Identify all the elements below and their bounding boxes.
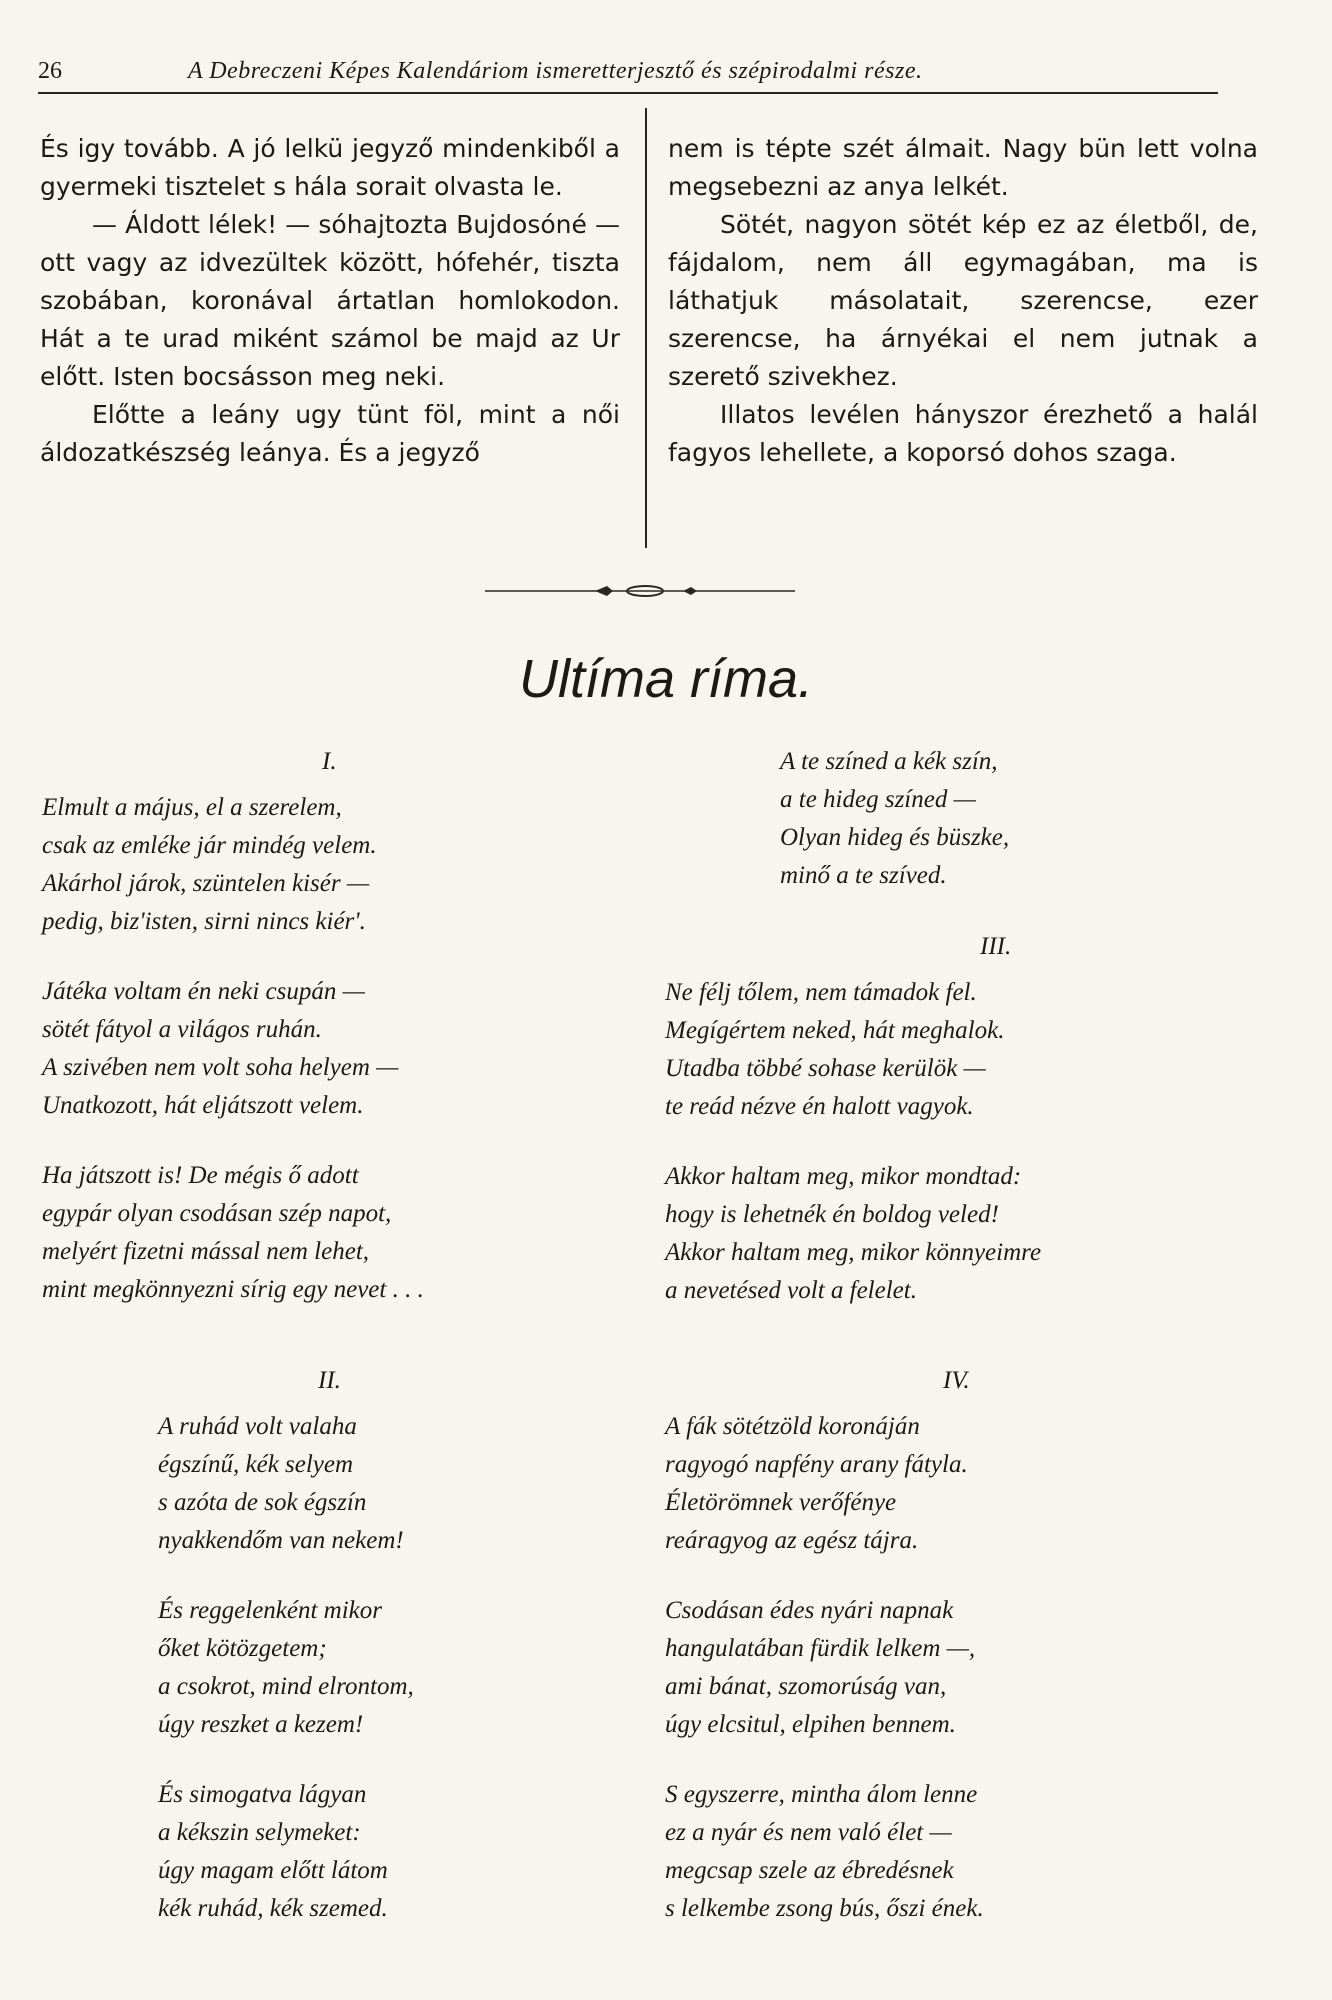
verse-line: Ha játszott is! De mégis ő adott bbox=[42, 1162, 359, 1189]
verse-line: őket kötözgetem; bbox=[158, 1635, 327, 1662]
verse-line: te reád nézve én halott vagyok. bbox=[665, 1093, 974, 1120]
verse-line: a csokrot, mind elrontom, bbox=[158, 1673, 414, 1700]
verse-line: ami bánat, szomorúság van, bbox=[665, 1673, 947, 1700]
paragraph: Illatos levélen hányszor érezhető a halál fagyos lehellete, a koporsó dohos szaga. bbox=[668, 400, 1258, 467]
stanza bbox=[665, 1776, 1225, 1928]
verse-line: Játéka voltam én neki csupán — bbox=[42, 978, 365, 1005]
verse-line: Akkor haltam meg, mikor mondtad: bbox=[665, 1163, 1022, 1190]
section-numeral: IV. bbox=[943, 1367, 970, 1394]
ornament-divider bbox=[485, 585, 795, 597]
stanza bbox=[158, 1408, 618, 1560]
stanza bbox=[42, 973, 602, 1125]
verse-line: A fák sötétzöld koronáján bbox=[665, 1413, 920, 1440]
paragraph: És igy tovább. A jó lelkü jegyző mindenkiből a gyermeki tisztelet s hála sorait olvasta le. bbox=[40, 134, 620, 201]
verse-line: A ruhád volt valaha bbox=[158, 1413, 357, 1440]
running-head: A Debreczeni Képes Kalendáriom ismeretterjesztő és szépirodalmi része. bbox=[188, 58, 923, 84]
stanza bbox=[665, 1158, 1185, 1310]
verse-line: a nevetésed volt a felelet. bbox=[665, 1277, 917, 1304]
verse-line: Megígértem neked, hát meghalok. bbox=[665, 1017, 1005, 1044]
poem-title: Ultíma ríma. bbox=[518, 649, 814, 709]
verse-line: úgy magam előtt látom bbox=[158, 1857, 388, 1884]
verse-line: Akkor haltam meg, mikor könnyeimre bbox=[665, 1239, 1042, 1266]
verse-line: Akárhol járok, szüntelen kisér — bbox=[42, 870, 370, 897]
verse-line: Csodásan édes nyári napnak bbox=[665, 1597, 954, 1624]
verse-line: minő a te szíved. bbox=[780, 862, 947, 889]
verse-line: És simogatva lágyan bbox=[158, 1781, 367, 1808]
stanza bbox=[665, 1592, 1225, 1744]
verse-line: csak az emléke jár mindég velem. bbox=[42, 832, 377, 859]
paragraph: — Áldott lélek! — sóhajtozta Bujdosóné — ott vagy az idvezültek között, hófehér, tiszta szobában, koronával ártatlan homlokodon. Hát a te urad miként számol be majd az Ur előtt. Isten bocsásson meg neki. bbox=[40, 210, 620, 391]
stanza bbox=[665, 1408, 1225, 1560]
verse-line: sötét fátyol a világos ruhán. bbox=[42, 1016, 322, 1043]
prose-column-right bbox=[668, 130, 1258, 472]
poem-part-iii bbox=[665, 928, 1185, 1342]
verse-line: Utadba többé sohase kerülök — bbox=[665, 1055, 986, 1082]
verse-line: reáragyog az egész tájra. bbox=[665, 1527, 919, 1554]
verse-line: S egyszerre, mintha álom lenne bbox=[665, 1781, 978, 1808]
verse-line: ragyogó napfény arany fátyla. bbox=[665, 1451, 968, 1478]
verse-line: Olyan hideg és büszke, bbox=[780, 824, 1010, 851]
verse-line: ez a nyár és nem való élet — bbox=[665, 1819, 952, 1846]
verse-line: megcsap szele az ébredésnek bbox=[665, 1857, 954, 1884]
verse-line: egypár olyan csodásan szép napot, bbox=[42, 1200, 392, 1227]
poem-part-i bbox=[42, 743, 602, 1341]
verse-line: Unatkozott, hát eljátszott velem. bbox=[42, 1092, 364, 1119]
verse-line: nyakkendőm van nekem! bbox=[158, 1527, 404, 1554]
section-numeral: II. bbox=[318, 1367, 341, 1394]
verse-line: melyért fizetni mással nem lehet, bbox=[42, 1238, 370, 1265]
stanza bbox=[158, 1592, 618, 1744]
verse-line: hangulatában fürdik lelkem —, bbox=[665, 1635, 976, 1662]
verse-line: A te színed a kék szín, bbox=[780, 748, 998, 775]
stanza bbox=[158, 1776, 618, 1928]
verse-line: kék ruhád, kék szemed. bbox=[158, 1895, 388, 1922]
verse-line: Életörömnek verőfénye bbox=[665, 1489, 897, 1516]
verse-line: a te hideg színed — bbox=[780, 786, 976, 813]
paragraph: Előtte a leány ugy tünt föl, mint a női áldozatkészség leánya. És a jegyző bbox=[40, 400, 620, 467]
verse-line: hogy is lehetnék én boldog veled! bbox=[665, 1201, 999, 1228]
section-numeral: III. bbox=[980, 933, 1012, 960]
verse-line: s azóta de sok égszín bbox=[158, 1489, 367, 1516]
stanza bbox=[780, 743, 1220, 895]
paragraph: nem is tépte szét álmait. Nagy bün lett volna megsebezni az anya lelkét. bbox=[668, 134, 1258, 201]
verse-line: égszínű, kék selyem bbox=[158, 1451, 354, 1478]
page-number: 26 bbox=[38, 58, 62, 84]
verse-line: És reggelenként mikor bbox=[158, 1597, 382, 1624]
verse-line: mint megkönnyezni sírig egy nevet . . . bbox=[42, 1276, 424, 1303]
verse-line: a kékszin selymeket: bbox=[158, 1819, 361, 1846]
page-header bbox=[38, 58, 1218, 94]
stanza bbox=[665, 974, 1185, 1126]
verse-line: s lelkembe zsong bús, őszi ének. bbox=[665, 1895, 984, 1922]
column-divider bbox=[645, 108, 647, 548]
verse-line: Ne félj tőlem, nem támadok fel. bbox=[665, 979, 977, 1006]
verse-line: úgy reszket a kezem! bbox=[158, 1711, 364, 1738]
verse-line: úgy elcsitul, elpihen bennem. bbox=[665, 1711, 956, 1738]
poem-part-ii-end bbox=[780, 743, 1220, 927]
verse-line: A szivében nem volt soha helyem — bbox=[42, 1054, 399, 1081]
poem-part-iv bbox=[665, 1362, 1225, 1960]
paragraph: Sötét, nagyon sötét kép ez az életből, de, fájdalom, nem áll egymagában, ma is láthatjuk másolatait, szerencse, ezer szerencse, ha árnyékai el nem jutnak a szerető szivekhez. bbox=[668, 210, 1258, 391]
section-numeral: I. bbox=[322, 748, 337, 775]
verse-line: pedig, biz'isten, sirni nincs kiér'. bbox=[42, 908, 366, 935]
verse-line: Elmult a május, el a szerelem, bbox=[42, 794, 342, 821]
prose-column-left bbox=[40, 130, 620, 472]
stanza bbox=[42, 1157, 602, 1309]
poem-part-ii bbox=[158, 1362, 618, 1960]
stanza bbox=[42, 789, 602, 941]
